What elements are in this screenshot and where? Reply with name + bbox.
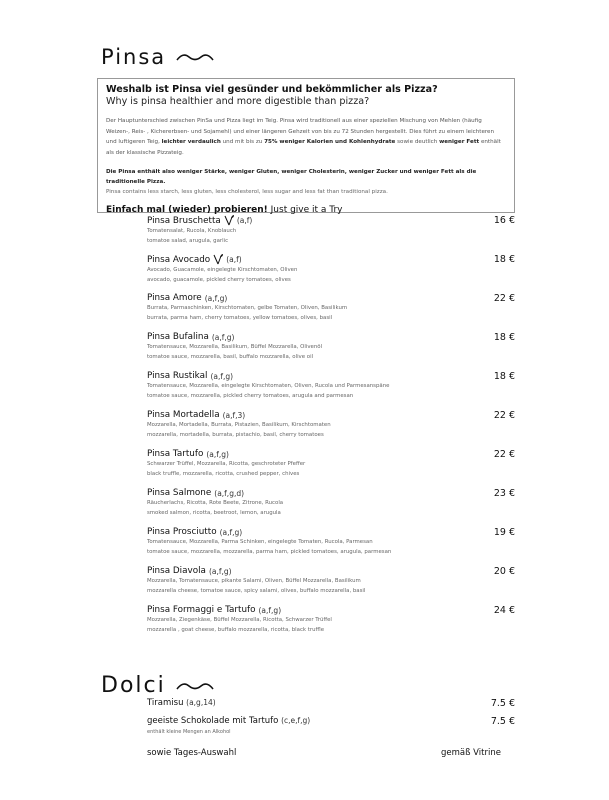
item-allergens: (a,f,g,d) <box>214 488 245 498</box>
item-title <box>147 527 515 537</box>
item-name: Pinsa Avocado <box>147 254 211 265</box>
item-description-en: mozzarella, mortadella, burrata, pistachio, basil, cherry tomatoes <box>147 432 324 438</box>
item-name: Pinsa Rustikal <box>147 371 208 381</box>
item-description-de: Mozzarella, Mortadella, Burrata, Pistazien, Basilikum, Kirschtomaten <box>147 422 331 428</box>
menu-item <box>147 371 515 410</box>
item-allergens: (a,f,g) <box>211 332 235 342</box>
item-title <box>147 215 515 226</box>
menu-item <box>147 254 515 293</box>
menu-item <box>147 527 515 566</box>
item-price: 16 € <box>493 215 515 226</box>
item-name: Pinsa Salmone <box>147 488 212 498</box>
item-name: Tiramisu <box>147 698 184 708</box>
menu-item <box>147 449 515 488</box>
item-allergens: (a,f,g) <box>258 605 282 615</box>
item-price: 20 € <box>493 566 515 577</box>
info-summary-en: Pinsa contains less starch, less gluten, less cholesterol, less sugar and less fat than traditional pizza. <box>106 189 388 195</box>
menu-item <box>147 716 515 734</box>
pinsa-menu-list <box>147 215 515 644</box>
menu-item <box>147 293 515 332</box>
info-text: sowie deutlich <box>395 139 440 145</box>
item-price: 19 € <box>493 527 515 538</box>
item-price: 22 € <box>493 410 515 421</box>
vegan-leaf-icon <box>213 254 223 265</box>
info-text: Der Hauptunterschied zwischen PinSa und Pizza liegt im Teig. Pinsa wird traditionell aus einer speziellen Mischung von Mehlen (häufig Weizen-, Reis- , Kichererbsen- und Sojamehl) und einer längeren Gehzeit von bis zu 72 Stunden hergestellt. Dies führt zu einem leichteren und luftigeren Teig, <box>106 118 495 145</box>
item-description-de: Tomatensauce, Mozzarella, eingelegte Kirschtomaten, Oliven, Rucola und Parmesanspäne <box>147 383 390 389</box>
info-bold: leichter verdaulich <box>161 139 221 145</box>
item-description-de: Schwarzer Trüffel, Mozzarella, Ricotta, geschroteter Pfeffer <box>147 461 306 467</box>
item-price: 18 € <box>493 371 515 382</box>
item-name: Pinsa Tartufo <box>147 449 204 459</box>
item-description-de: Räucherlachs, Ricotta, Rote Beete, Zitrone, Rucola <box>147 500 284 506</box>
item-title <box>147 605 515 615</box>
item-allergens: (a,f,3) <box>222 410 246 420</box>
info-try <box>106 205 506 215</box>
item-title <box>147 410 515 420</box>
info-text: und mit bis zu <box>220 139 265 145</box>
item-allergens: (a,f) <box>236 216 253 225</box>
item-allergens: (a,f,g) <box>206 449 229 459</box>
item-description-de: Tomatensauce, Mozzarella, Basilikum, Büffel Mozzarella, Olivenöl <box>147 344 323 350</box>
item-price: 7.5 € <box>490 716 515 727</box>
wave-icon <box>176 680 214 692</box>
menu-item <box>147 488 515 527</box>
item-name: Pinsa Mortadella <box>147 410 220 420</box>
info-summary <box>106 167 506 197</box>
item-title <box>147 488 515 498</box>
menu-item <box>147 605 515 644</box>
info-summary-de: Die Pinsa enthält also weniger Stärke, weniger Gluten, weniger Cholesterin, weniger Zucker und weniger Fett als die traditionelle Pizza. <box>106 169 477 185</box>
item-note: enthält kleine Mengen an Alkohol <box>147 729 231 735</box>
pinsa-section-title <box>101 45 214 69</box>
item-description-en: avocado, guacamole, pickled cherry tomatoes, olives <box>147 277 291 283</box>
menu-item <box>147 410 515 449</box>
item-allergens: (a,f,g) <box>210 371 234 381</box>
item-price: 24 € <box>493 605 515 616</box>
item-title <box>147 449 515 459</box>
vegan-leaf-icon <box>224 215 234 226</box>
item-allergens: (a,f) <box>226 255 242 264</box>
item-price: 22 € <box>493 449 515 460</box>
item-price: 7.5 € <box>490 698 515 709</box>
item-price: 23 € <box>493 488 515 499</box>
item-description-de: Avocado, Guacamole, eingelegte Kirschtomaten, Oliven <box>147 267 298 273</box>
item-name: Pinsa Formaggi e Tartufo <box>147 605 256 615</box>
item-title <box>147 566 515 576</box>
item-allergens: (a,f,g) <box>219 527 243 537</box>
item-description-en: burrata, parma ham, cherry tomatoes, yellow tomatoes, olives, basil <box>147 315 333 321</box>
item-price: 18 € <box>493 332 515 343</box>
item-description-en: mozzarella cheese, tomatoe sauce, spicy salami, olives, buffalo mozzarella, basil <box>147 588 366 594</box>
item-price: 18 € <box>493 254 515 265</box>
item-name: Pinsa Bufalina <box>147 332 209 342</box>
daily-label: sowie Tages-Auswahl <box>147 748 237 758</box>
item-description-de: Mozzarella, Ziegenkäse, Büffel Mozzarella, Ricotta, Schwarzer Trüffel <box>147 617 332 623</box>
item-title <box>147 332 515 342</box>
item-description-en: smoked salmon, ricotta, beetroot, lemon, arugula <box>147 510 281 516</box>
item-description-en: tomatoe sauce, mozzarella, basil, buffalo mozzarella, olive oil <box>147 354 314 360</box>
item-price: 22 € <box>493 293 515 304</box>
try-de: Einfach mal (wieder) probieren! <box>106 205 268 215</box>
item-title <box>147 371 515 381</box>
daily-selection <box>147 748 515 758</box>
dolci-menu-list <box>147 698 515 758</box>
item-name: Pinsa Amore <box>147 293 202 303</box>
item-name: geeiste Schokolade mit Tartufo <box>147 716 279 726</box>
daily-price: gemäß Vitrine <box>441 748 501 758</box>
info-heading-en: Why is pinsa healthier and more digestible than pizza? <box>106 96 370 107</box>
info-text: enthält als der klassische Pizzateig. <box>106 139 501 156</box>
menu-item <box>147 215 515 254</box>
item-name: Pinsa Diavola <box>147 566 206 576</box>
dolci-title-text: Dolci <box>101 673 166 698</box>
item-description-en: tomatoe sauce, mozzarella, mozzarella, parma ham, pickled tomatoes, arugula, parmesan <box>147 549 392 555</box>
item-allergens: (a,f,g) <box>204 293 228 303</box>
menu-item <box>147 566 515 605</box>
info-bold: 75% weniger Kalorien und Kohlenhydrate <box>264 139 396 145</box>
info-bold: weniger Fett <box>439 139 480 145</box>
pinsa-info-box <box>97 78 515 213</box>
info-paragraph <box>106 116 506 158</box>
item-allergens: (c,e,f,g) <box>281 716 311 725</box>
item-description-de: Mozzarella, Tomatensauce, pikante Salami, Oliven, Büffel Mozzarella, Basilikum <box>147 578 361 584</box>
item-description-de: Tomatensauce, Mozzarella, Parma Schinken, eingelegte Tomaten, Rucola, Parmesan <box>147 539 373 545</box>
try-en: Just give it a Try <box>267 205 343 215</box>
item-title <box>147 254 515 265</box>
item-title <box>147 293 515 303</box>
item-description-de: Burrata, Parmaschinken, Kirschtomaten, gelbe Tomaten, Oliven, Basilikum <box>147 305 348 311</box>
item-allergens: (a,g,14) <box>186 698 216 707</box>
menu-item <box>147 332 515 371</box>
dolci-section-title <box>101 673 214 698</box>
item-name: Pinsa Bruschetta <box>147 215 221 226</box>
item-description-de: Tomatensalat, Rucola, Knoblauch <box>147 228 237 234</box>
pinsa-title-text: Pinsa <box>101 45 167 69</box>
item-description-en: black truffle, mozzarella, ricotta, crushed pepper, chives <box>147 471 300 477</box>
item-description-en: mozzarella , goat cheese, buffalo mozzarella, ricotta, black truffle <box>147 627 325 633</box>
item-description-en: tomatoe salad, arugula, garlic <box>147 238 229 244</box>
item-name: Pinsa Prosciutto <box>147 527 217 537</box>
item-allergens: (a,f,g) <box>208 566 232 576</box>
item-description-en: tomatoe sauce, mozzarella, pickled cherry tomatoes, arugula and parmesan <box>147 393 354 399</box>
info-heading-de: Weshalb ist Pinsa viel gesünder und bekömmlicher als Pizza? <box>106 84 438 95</box>
menu-item <box>147 698 515 716</box>
wave-icon <box>176 51 214 63</box>
